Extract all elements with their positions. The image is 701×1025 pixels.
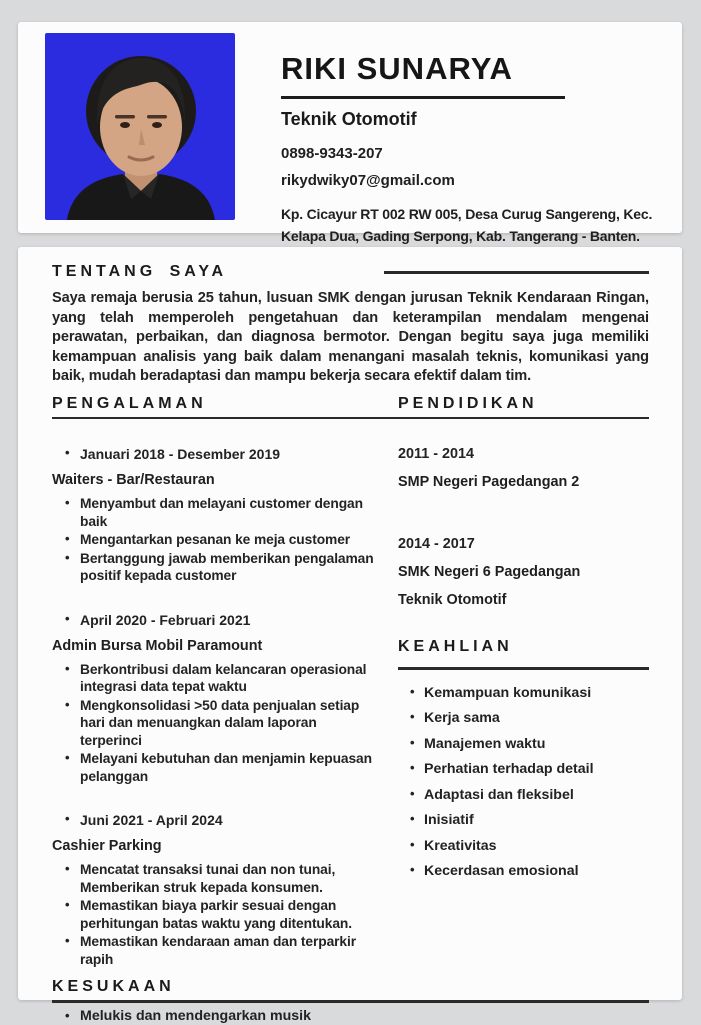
education-school: SMK Negeri 6 Pagedangan [398,564,581,580]
about-heading-rule [384,271,649,274]
job-period: • Juni 2021 - April 2024 [52,812,374,828]
job-role: Cashier Parking [52,838,162,854]
header-info [281,51,666,247]
experience-column [52,419,398,968]
hobbies-heading-rule [52,1000,649,1003]
phone-number: 0898-9343-207 [281,145,383,162]
email-address: rikydwiky07@gmail.com [281,172,455,189]
job-period: • Januari 2018 - Desember 2019 [52,446,374,462]
job-duty: • Bertanggung jawab memberikan pengalaman positif kepada customer [52,550,374,585]
job-role: Admin Bursa Mobil Paramount [52,637,263,654]
job-period: • April 2020 - Februari 2021 [52,612,374,628]
job-duties-list [52,861,374,968]
skill-item: • Adaptasi dan fleksibel [398,787,649,803]
job-duty: • Menyambut dan melayani customer dengan baik [52,495,374,530]
resume-body-card [18,247,682,1024]
skills-section [398,638,649,879]
about-paragraph: Saya remaja berusia 25 tahun, lusuan SMK dengan jurusan Teknik Kendaraan Ringan, yang telah memperoleh pengetahuan dan keterampilan mendalam mengenai perawatan, perbaikan, dan diagnosa bermotor. Dengan begitu saya juga memiliki kemampuan analisis yang baik dalam menangani masalah teknis, komunikasi yang baik, mudah beradaptasi dan mampu bekerja secara efektif dalam tim. [52,290,649,384]
skills-list [398,685,649,880]
hobbies-section [52,978,649,1025]
profile-photo-illustration [45,33,235,220]
job-duty: • Melayani kebutuhan dan menjamin kepuasan pelanggan [52,750,374,785]
address-line-2: Kelapa Dua, Gading Serpong, Kab. Tangerang - Banten. [281,228,640,244]
education-entry [398,536,649,608]
job-entry [52,446,374,585]
about-section-header [52,263,649,281]
education-heading: PENDIDIKAN [398,394,538,412]
job-duties-list [52,495,374,585]
job-duty: • Mengkonsolidasi >50 data penjualan setiap hari dan menuangkan dalam laporan terperinci [52,697,374,750]
address [281,203,666,247]
skill-item: • Kerja sama [398,710,649,726]
job-duty: • Berkontribusi dalam kelancaran operasional integrasi data tepat waktu [52,661,374,696]
job-entry [52,812,374,968]
job-role: Waiters - Bar/Restauran [52,472,215,488]
profile-photo [45,33,235,220]
education-school: SMP Negeri Pagedangan 2 [398,474,580,490]
profession-title: Teknik Otomotif [281,109,417,129]
skill-item: • Perhatian terhadap detail [398,761,649,777]
job-duty: • Memastikan kendaraan aman dan terparkir rapih [52,933,374,968]
address-line-1: Kp. Cicayur RT 002 RW 005, Desa Curug Sangereng, Kec. [281,206,653,222]
about-heading: TENTANG SAYA [52,263,228,280]
education-period: 2014 - 2017 [398,536,475,552]
education-entry [398,446,649,490]
education-period: 2011 - 2014 [398,446,475,462]
hobbies-list [52,1008,649,1025]
header-card [18,22,682,244]
columns-header-row [52,395,649,413]
skills-heading-rule [398,667,649,670]
job-duty: • Mengantarkan pesanan ke meja customer [52,531,374,549]
job-entry [52,612,374,786]
person-name: RIKI SUNARYA [281,51,513,86]
job-duty: • Memastikan biaya parkir sesuai dengan perhitungan batas waktu yang ditentukan. [52,897,374,932]
columns [52,419,649,968]
skill-item: • Kecerdasan emosional [398,863,649,879]
job-duty: • Mencatat transaksi tunai dan non tunai, Memberikan struk kepada konsumen. [52,861,374,896]
skill-item: • Manajemen waktu [398,736,649,752]
hobbies-heading: KESUKAAN [52,978,175,995]
skills-heading: KEAHLIAN [398,638,513,655]
hobby-item: • Melukis dan mendengarkan musik [52,1008,649,1025]
skill-item: • Kemampuan komunikasi [398,685,649,701]
education-column [398,419,649,889]
experience-heading: PENGALAMAN [52,394,207,412]
skill-item: • Kreativitas [398,838,649,854]
name-underline [281,96,565,99]
skill-item: • Inisiatif [398,812,649,828]
education-major: Teknik Otomotif [398,592,507,608]
job-duties-list [52,661,374,786]
